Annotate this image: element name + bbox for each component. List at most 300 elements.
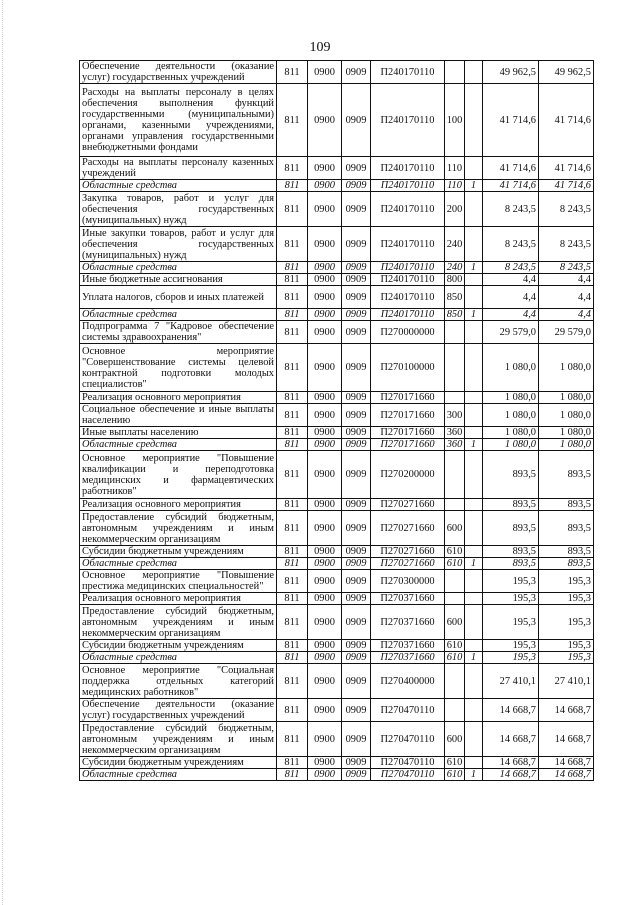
row-expense-type: 110 xyxy=(445,157,465,180)
row-subsection-code: 0909 xyxy=(342,180,371,192)
row-subsection-code: 0909 xyxy=(342,344,371,392)
row-ved-code: 811 xyxy=(277,722,308,757)
row-name: Областные средства xyxy=(80,769,277,781)
row-sum-1: 49 962,5 xyxy=(483,61,539,84)
table-row xyxy=(80,84,594,157)
row-subsection-code: 0909 xyxy=(342,274,371,286)
row-expense-type: 610 xyxy=(445,558,465,570)
row-sum-1: 14 668,7 xyxy=(483,757,539,769)
row-name: Областные средства xyxy=(80,262,277,274)
row-name: Основное мероприятие "Социальная поддержка отдельных категорий медицинских работников" xyxy=(80,664,277,699)
row-sum-1: 893,5 xyxy=(483,558,539,570)
table-row xyxy=(80,157,594,180)
row-source-code xyxy=(465,451,483,499)
row-ved-code: 811 xyxy=(277,769,308,781)
row-source-code xyxy=(465,722,483,757)
table-row xyxy=(80,392,594,404)
row-sum-2: 14 668,7 xyxy=(539,722,594,757)
row-target-article: П270171660 xyxy=(371,404,445,427)
row-section-code: 0900 xyxy=(308,451,342,499)
row-subsection-code: 0909 xyxy=(342,722,371,757)
row-ved-code: 811 xyxy=(277,180,308,192)
row-section-code: 0900 xyxy=(308,605,342,640)
row-ved-code: 811 xyxy=(277,499,308,511)
row-target-article: П240170110 xyxy=(371,61,445,84)
row-subsection-code: 0909 xyxy=(342,664,371,699)
row-target-article: П270171660 xyxy=(371,392,445,404)
row-sum-2: 1 080,0 xyxy=(539,404,594,427)
row-source-code: 1 xyxy=(465,309,483,321)
row-name: Реализация основного мероприятия xyxy=(80,392,277,404)
row-section-code: 0900 xyxy=(308,722,342,757)
row-target-article: П240170110 xyxy=(371,274,445,286)
row-target-article: П240170110 xyxy=(371,227,445,262)
table-row xyxy=(80,664,594,699)
row-subsection-code: 0909 xyxy=(342,286,371,309)
table-row xyxy=(80,652,594,664)
table-row xyxy=(80,511,594,546)
table-row xyxy=(80,61,594,84)
row-source-code xyxy=(465,511,483,546)
row-source-code xyxy=(465,546,483,558)
table-row xyxy=(80,699,594,722)
row-target-article: П240170110 xyxy=(371,157,445,180)
row-section-code: 0900 xyxy=(308,61,342,84)
row-subsection-code: 0909 xyxy=(342,404,371,427)
row-source-code xyxy=(465,570,483,593)
row-source-code xyxy=(465,227,483,262)
row-sum-1: 1 080,0 xyxy=(483,392,539,404)
row-sum-1: 1 080,0 xyxy=(483,439,539,451)
row-section-code: 0900 xyxy=(308,757,342,769)
row-sum-1: 41 714,6 xyxy=(483,84,539,157)
row-section-code: 0900 xyxy=(308,593,342,605)
row-expense-type: 360 xyxy=(445,427,465,439)
row-sum-2: 1 080,0 xyxy=(539,439,594,451)
row-sum-1: 29 579,0 xyxy=(483,321,539,344)
row-section-code: 0900 xyxy=(308,558,342,570)
row-name: Областные средства xyxy=(80,652,277,664)
table-row xyxy=(80,439,594,451)
row-source-code xyxy=(465,321,483,344)
row-section-code: 0900 xyxy=(308,769,342,781)
table-row xyxy=(80,262,594,274)
row-ved-code: 811 xyxy=(277,392,308,404)
row-target-article: П270271660 xyxy=(371,499,445,511)
row-name: Областные средства xyxy=(80,180,277,192)
page-number: 109 xyxy=(309,40,331,55)
row-sum-2: 893,5 xyxy=(539,499,594,511)
row-name: Реализация основного мероприятия xyxy=(80,593,277,605)
row-source-code: 1 xyxy=(465,180,483,192)
row-section-code: 0900 xyxy=(308,321,342,344)
row-sum-2: 195,3 xyxy=(539,605,594,640)
row-ved-code: 811 xyxy=(277,546,308,558)
row-target-article: П270271660 xyxy=(371,558,445,570)
row-sum-2: 1 080,0 xyxy=(539,344,594,392)
scan-edge-marks xyxy=(2,0,7,905)
row-subsection-code: 0909 xyxy=(342,605,371,640)
row-expense-type xyxy=(445,499,465,511)
row-name: Основное мероприятие "Повышение престижа медицинских специальностей" xyxy=(80,570,277,593)
row-ved-code: 811 xyxy=(277,321,308,344)
table-row xyxy=(80,640,594,652)
table-row xyxy=(80,451,594,499)
row-sum-2: 195,3 xyxy=(539,640,594,652)
row-source-code xyxy=(465,499,483,511)
row-section-code: 0900 xyxy=(308,570,342,593)
row-sum-1: 14 668,7 xyxy=(483,699,539,722)
row-expense-type xyxy=(445,664,465,699)
row-sum-2: 195,3 xyxy=(539,570,594,593)
row-section-code: 0900 xyxy=(308,227,342,262)
row-expense-type: 600 xyxy=(445,722,465,757)
row-target-article: П240170110 xyxy=(371,286,445,309)
row-expense-type: 600 xyxy=(445,605,465,640)
row-section-code: 0900 xyxy=(308,427,342,439)
row-source-code xyxy=(465,605,483,640)
row-expense-type: 610 xyxy=(445,652,465,664)
row-sum-2: 14 668,7 xyxy=(539,699,594,722)
row-sum-2: 8 243,5 xyxy=(539,192,594,227)
row-sum-2: 893,5 xyxy=(539,451,594,499)
row-ved-code: 811 xyxy=(277,757,308,769)
row-target-article: П240170110 xyxy=(371,84,445,157)
row-section-code: 0900 xyxy=(308,499,342,511)
row-ved-code: 811 xyxy=(277,593,308,605)
row-sum-1: 195,3 xyxy=(483,593,539,605)
row-name: Расходы на выплаты персоналу казенных учреждений xyxy=(80,157,277,180)
row-sum-1: 195,3 xyxy=(483,640,539,652)
row-expense-type: 800 xyxy=(445,274,465,286)
table-row xyxy=(80,605,594,640)
row-target-article: П270470110 xyxy=(371,722,445,757)
row-name: Областные средства xyxy=(80,309,277,321)
row-sum-2: 29 579,0 xyxy=(539,321,594,344)
row-target-article: П270371660 xyxy=(371,593,445,605)
table-row xyxy=(80,722,594,757)
row-subsection-code: 0909 xyxy=(342,757,371,769)
budget-table xyxy=(79,60,594,781)
row-sum-2: 1 080,0 xyxy=(539,427,594,439)
row-name: Основное мероприятие "Повышение квалификации и переподготовка медицинских и фармацевтических работников" xyxy=(80,451,277,499)
row-source-code xyxy=(465,192,483,227)
row-name: Предоставление субсидий бюджетным, автономным учреждениям и иным некоммерческим организациям xyxy=(80,722,277,757)
row-section-code: 0900 xyxy=(308,309,342,321)
row-section-code: 0900 xyxy=(308,274,342,286)
row-target-article: П270371660 xyxy=(371,605,445,640)
row-sum-1: 1 080,0 xyxy=(483,404,539,427)
row-section-code: 0900 xyxy=(308,664,342,699)
row-sum-2: 195,3 xyxy=(539,593,594,605)
row-expense-type: 360 xyxy=(445,439,465,451)
row-section-code: 0900 xyxy=(308,404,342,427)
row-expense-type xyxy=(445,570,465,593)
row-subsection-code: 0909 xyxy=(342,652,371,664)
row-source-code: 1 xyxy=(465,262,483,274)
table-row xyxy=(80,546,594,558)
row-ved-code: 811 xyxy=(277,427,308,439)
row-target-article: П270171660 xyxy=(371,439,445,451)
row-source-code xyxy=(465,593,483,605)
row-sum-2: 893,5 xyxy=(539,558,594,570)
row-sum-1: 4,4 xyxy=(483,286,539,309)
row-name: Обеспечение деятельности (оказание услуг) государственных учреждений xyxy=(80,61,277,84)
row-subsection-code: 0909 xyxy=(342,511,371,546)
row-name: Социальное обеспечение и иные выплаты населению xyxy=(80,404,277,427)
row-ved-code: 811 xyxy=(277,511,308,546)
row-subsection-code: 0909 xyxy=(342,558,371,570)
row-target-article: П240170110 xyxy=(371,262,445,274)
row-section-code: 0900 xyxy=(308,392,342,404)
row-target-article: П270300000 xyxy=(371,570,445,593)
row-section-code: 0900 xyxy=(308,286,342,309)
row-expense-type: 610 xyxy=(445,769,465,781)
row-target-article: П270371660 xyxy=(371,640,445,652)
row-section-code: 0900 xyxy=(308,180,342,192)
row-ved-code: 811 xyxy=(277,570,308,593)
row-expense-type xyxy=(445,321,465,344)
row-subsection-code: 0909 xyxy=(342,570,371,593)
row-subsection-code: 0909 xyxy=(342,227,371,262)
row-source-code xyxy=(465,274,483,286)
row-sum-2: 893,5 xyxy=(539,511,594,546)
row-subsection-code: 0909 xyxy=(342,262,371,274)
row-sum-1: 1 080,0 xyxy=(483,344,539,392)
row-subsection-code: 0909 xyxy=(342,769,371,781)
row-sum-1: 195,3 xyxy=(483,605,539,640)
row-target-article: П270400000 xyxy=(371,664,445,699)
row-sum-1: 893,5 xyxy=(483,451,539,499)
row-name: Иные выплаты населению xyxy=(80,427,277,439)
row-subsection-code: 0909 xyxy=(342,61,371,84)
row-sum-1: 8 243,5 xyxy=(483,227,539,262)
row-sum-1: 14 668,7 xyxy=(483,769,539,781)
row-sum-1: 893,5 xyxy=(483,546,539,558)
row-name: Субсидии бюджетным учреждениям xyxy=(80,546,277,558)
row-name: Областные средства xyxy=(80,558,277,570)
row-source-code xyxy=(465,427,483,439)
row-name: Субсидии бюджетным учреждениям xyxy=(80,640,277,652)
row-sum-1: 14 668,7 xyxy=(483,722,539,757)
row-expense-type: 110 xyxy=(445,180,465,192)
row-name: Обеспечение деятельности (оказание услуг) государственных учреждений xyxy=(80,699,277,722)
row-expense-type: 850 xyxy=(445,286,465,309)
row-name: Предоставление субсидий бюджетным, автономным учреждениям и иным некоммерческим организациям xyxy=(80,511,277,546)
row-subsection-code: 0909 xyxy=(342,192,371,227)
table-row xyxy=(80,570,594,593)
row-sum-2: 195,3 xyxy=(539,652,594,664)
row-source-code: 1 xyxy=(465,558,483,570)
row-sum-2: 41 714,6 xyxy=(539,157,594,180)
row-expense-type: 200 xyxy=(445,192,465,227)
table-row xyxy=(80,404,594,427)
row-subsection-code: 0909 xyxy=(342,546,371,558)
row-expense-type: 610 xyxy=(445,757,465,769)
row-source-code xyxy=(465,286,483,309)
row-target-article: П240170110 xyxy=(371,180,445,192)
row-sum-2: 49 962,5 xyxy=(539,61,594,84)
row-sum-1: 195,3 xyxy=(483,570,539,593)
row-name: Реализация основного мероприятия xyxy=(80,499,277,511)
row-ved-code: 811 xyxy=(277,344,308,392)
row-ved-code: 811 xyxy=(277,84,308,157)
row-expense-type: 850 xyxy=(445,309,465,321)
row-section-code: 0900 xyxy=(308,344,342,392)
row-name: Предоставление субсидий бюджетным, автономным учреждениям и иным некоммерческим организациям xyxy=(80,605,277,640)
row-expense-type xyxy=(445,593,465,605)
row-sum-2: 893,5 xyxy=(539,546,594,558)
row-expense-type: 100 xyxy=(445,84,465,157)
row-expense-type xyxy=(445,392,465,404)
row-ved-code: 811 xyxy=(277,605,308,640)
row-section-code: 0900 xyxy=(308,157,342,180)
table-row xyxy=(80,593,594,605)
row-source-code xyxy=(465,344,483,392)
row-subsection-code: 0909 xyxy=(342,699,371,722)
row-ved-code: 811 xyxy=(277,157,308,180)
row-expense-type: 240 xyxy=(445,227,465,262)
row-subsection-code: 0909 xyxy=(342,451,371,499)
row-section-code: 0900 xyxy=(308,640,342,652)
row-expense-type: 610 xyxy=(445,640,465,652)
row-section-code: 0900 xyxy=(308,699,342,722)
table-body xyxy=(80,61,594,781)
row-sum-2: 8 243,5 xyxy=(539,227,594,262)
row-sum-2: 8 243,5 xyxy=(539,262,594,274)
table-row xyxy=(80,757,594,769)
row-sum-1: 8 243,5 xyxy=(483,262,539,274)
row-target-article: П270470110 xyxy=(371,757,445,769)
row-subsection-code: 0909 xyxy=(342,593,371,605)
row-section-code: 0900 xyxy=(308,84,342,157)
row-source-code: 1 xyxy=(465,769,483,781)
row-expense-type xyxy=(445,451,465,499)
row-source-code: 1 xyxy=(465,652,483,664)
row-ved-code: 811 xyxy=(277,699,308,722)
row-ved-code: 811 xyxy=(277,286,308,309)
row-target-article: П270371660 xyxy=(371,652,445,664)
row-subsection-code: 0909 xyxy=(342,640,371,652)
row-sum-1: 4,4 xyxy=(483,274,539,286)
row-ved-code: 811 xyxy=(277,274,308,286)
row-ved-code: 811 xyxy=(277,640,308,652)
row-expense-type xyxy=(445,61,465,84)
row-source-code xyxy=(465,392,483,404)
row-target-article: П270470110 xyxy=(371,699,445,722)
row-ved-code: 811 xyxy=(277,404,308,427)
row-ved-code: 811 xyxy=(277,664,308,699)
row-ved-code: 811 xyxy=(277,558,308,570)
row-target-article: П240170110 xyxy=(371,192,445,227)
row-expense-type: 600 xyxy=(445,511,465,546)
table-row xyxy=(80,309,594,321)
row-subsection-code: 0909 xyxy=(342,321,371,344)
row-sum-2: 14 668,7 xyxy=(539,757,594,769)
row-source-code xyxy=(465,157,483,180)
row-sum-2: 4,4 xyxy=(539,274,594,286)
table-row xyxy=(80,227,594,262)
row-subsection-code: 0909 xyxy=(342,427,371,439)
row-subsection-code: 0909 xyxy=(342,84,371,157)
row-sum-1: 195,3 xyxy=(483,652,539,664)
row-ved-code: 811 xyxy=(277,262,308,274)
table-row xyxy=(80,192,594,227)
row-section-code: 0900 xyxy=(308,546,342,558)
row-sum-2: 41 714,6 xyxy=(539,84,594,157)
row-source-code: 1 xyxy=(465,439,483,451)
row-source-code xyxy=(465,664,483,699)
row-section-code: 0900 xyxy=(308,652,342,664)
row-source-code xyxy=(465,61,483,84)
row-expense-type: 300 xyxy=(445,404,465,427)
table-row xyxy=(80,427,594,439)
row-name: Иные закупки товаров, работ и услуг для обеспечения государственных (муниципальных) нужд xyxy=(80,227,277,262)
row-name: Подпрограмма 7 "Кадровое обеспечение системы здравоохранения" xyxy=(80,321,277,344)
row-sum-1: 8 243,5 xyxy=(483,192,539,227)
row-expense-type: 610 xyxy=(445,546,465,558)
row-section-code: 0900 xyxy=(308,192,342,227)
row-section-code: 0900 xyxy=(308,439,342,451)
row-sum-1: 893,5 xyxy=(483,511,539,546)
row-subsection-code: 0909 xyxy=(342,157,371,180)
row-target-article: П270200000 xyxy=(371,451,445,499)
table-row xyxy=(80,558,594,570)
row-target-article: П270271660 xyxy=(371,546,445,558)
table-row xyxy=(80,321,594,344)
row-name: Закупка товаров, работ и услуг для обеспечения государственных (муниципальных) нужд xyxy=(80,192,277,227)
row-name: Расходы на выплаты персоналу в целях обеспечения выполнения функций государственными (муниципальными) органами, казенными учреждениями, органами управления государственными внебюджетными фондами xyxy=(80,84,277,157)
table-row xyxy=(80,286,594,309)
row-sum-2: 14 668,7 xyxy=(539,769,594,781)
row-ved-code: 811 xyxy=(277,192,308,227)
row-name: Субсидии бюджетным учреждениям xyxy=(80,757,277,769)
row-expense-type: 240 xyxy=(445,262,465,274)
row-ved-code: 811 xyxy=(277,439,308,451)
row-expense-type xyxy=(445,699,465,722)
row-sum-1: 1 080,0 xyxy=(483,427,539,439)
row-sum-1: 41 714,6 xyxy=(483,157,539,180)
row-target-article: П270470110 xyxy=(371,769,445,781)
row-target-article: П240170110 xyxy=(371,309,445,321)
row-name: Основное мероприятие "Совершенствование системы целевой контрактной подготовки молодых специалистов" xyxy=(80,344,277,392)
row-target-article: П270000000 xyxy=(371,321,445,344)
row-target-article: П270100000 xyxy=(371,344,445,392)
row-ved-code: 811 xyxy=(277,451,308,499)
row-source-code xyxy=(465,640,483,652)
row-subsection-code: 0909 xyxy=(342,309,371,321)
row-ved-code: 811 xyxy=(277,309,308,321)
row-name: Областные средства xyxy=(80,439,277,451)
row-sum-2: 1 080,0 xyxy=(539,392,594,404)
row-target-article: П270271660 xyxy=(371,511,445,546)
row-section-code: 0900 xyxy=(308,262,342,274)
table-row xyxy=(80,344,594,392)
table-row xyxy=(80,499,594,511)
row-expense-type xyxy=(445,344,465,392)
row-section-code: 0900 xyxy=(308,511,342,546)
row-ved-code: 811 xyxy=(277,61,308,84)
row-ved-code: 811 xyxy=(277,652,308,664)
row-ved-code: 811 xyxy=(277,227,308,262)
row-target-article: П270171660 xyxy=(371,427,445,439)
row-subsection-code: 0909 xyxy=(342,392,371,404)
row-source-code xyxy=(465,757,483,769)
row-source-code xyxy=(465,404,483,427)
row-sum-1: 893,5 xyxy=(483,499,539,511)
row-sum-2: 4,4 xyxy=(539,286,594,309)
row-name: Уплата налогов, сборов и иных платежей xyxy=(80,286,277,309)
